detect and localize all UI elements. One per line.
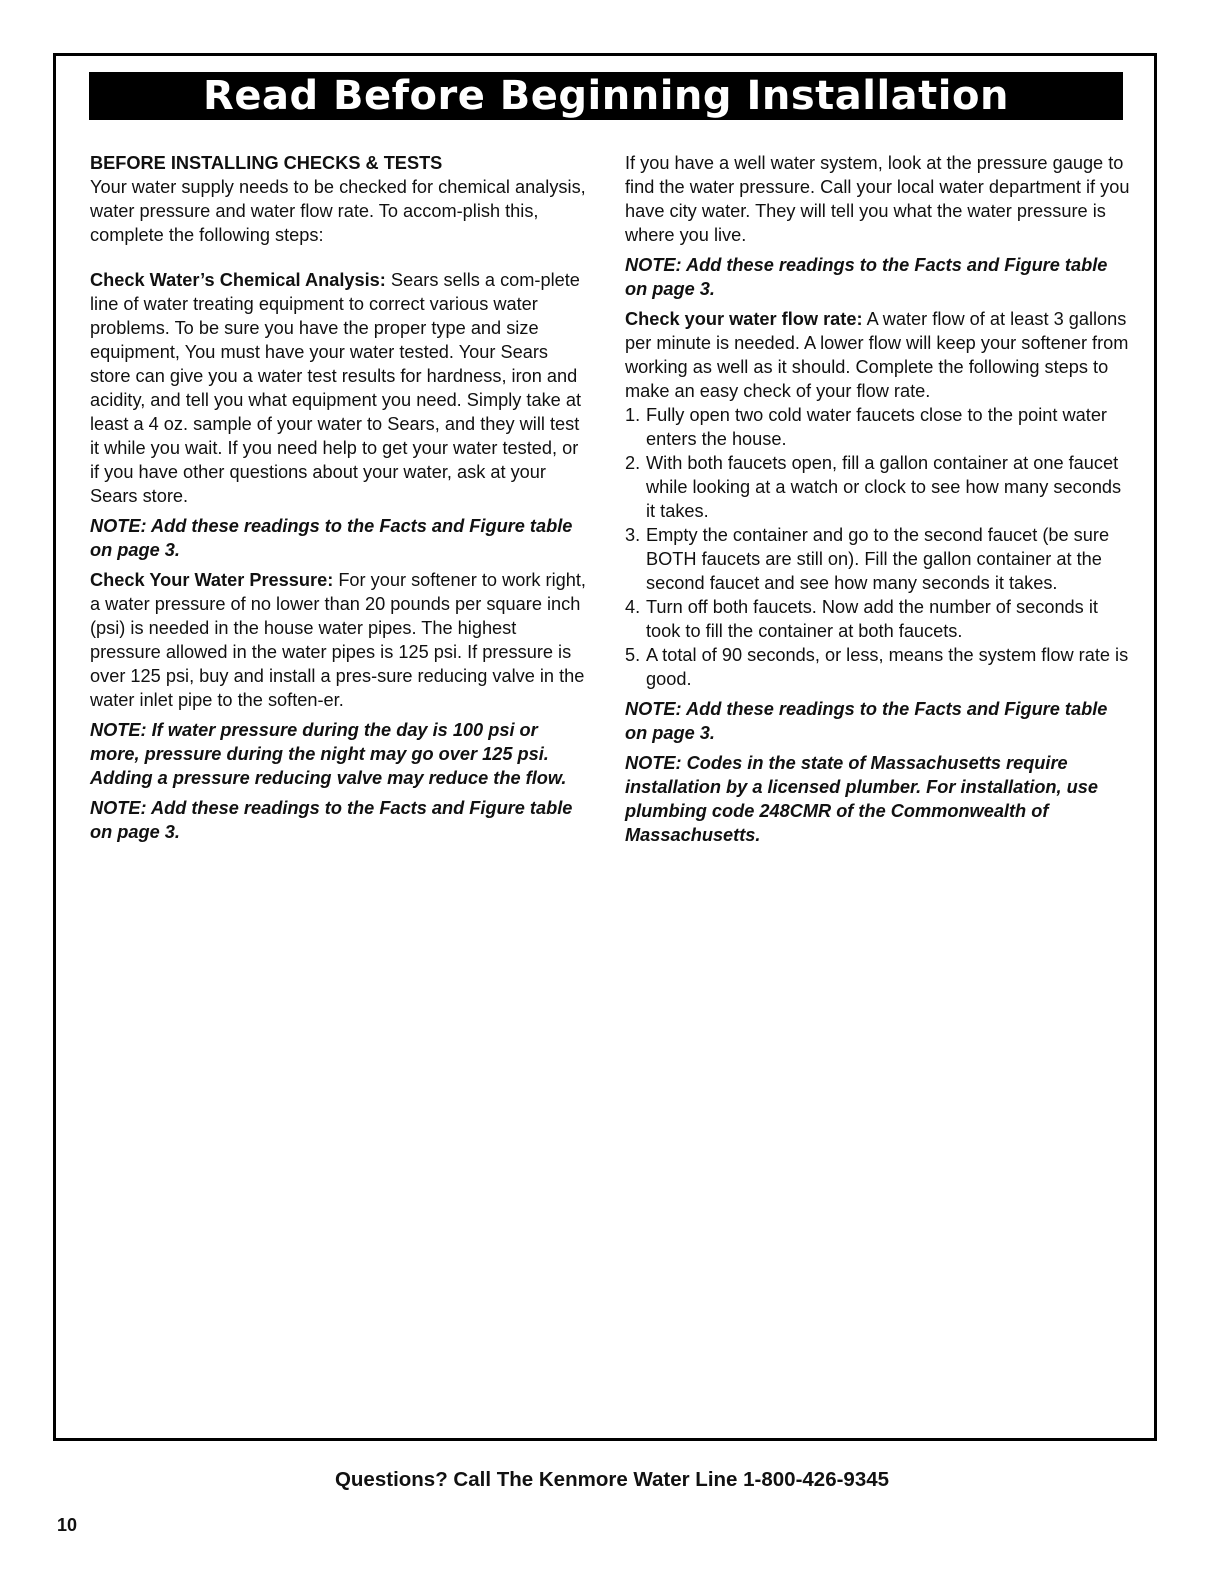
chemical-analysis-label: Check Water’s Chemical Analysis: (90, 270, 386, 290)
well-water-paragraph: If you have a well water system, look at the pressure gauge to find the water pressure. Call your local water department if you have city water. They will tell you what the water pressure is where you live. (625, 153, 1130, 245)
step-text: With both faucets open, fill a gallon container at one faucet while looking at a watch or clock to see how many seconds it takes. (646, 453, 1122, 521)
section-title-banner: Read Before Beginning Installation (89, 72, 1123, 120)
flow-rate-paragraph (625, 307, 1130, 403)
note-pressure-warning: NOTE: If water pressure during the day is 100 psi or more, pressure during the night may go over 125 psi. Adding a pressure reducing valve may reduce the flow. (90, 720, 567, 788)
step-number: 3. (625, 525, 641, 545)
flow-rate-steps-list (625, 403, 1130, 691)
section-heading: BEFORE INSTALLING CHECKS & TESTS (90, 153, 443, 173)
note-facts-table-2: NOTE: Add these readings to the Facts and Figure table on page 3. (90, 798, 573, 842)
note-facts-table-3: NOTE: Add these readings to the Facts and Figure table on page 3. (625, 255, 1108, 299)
list-item (625, 523, 1130, 595)
page-number: 10 (57, 1515, 78, 1535)
flow-rate-text: A water flow of at least 3 gallons per minute is needed. A lower flow will keep your softener from working as well as it should. Complete the following steps to make an easy check of your flow rate. (625, 309, 1129, 401)
water-pressure-paragraph (90, 568, 590, 712)
step-number: 5. (625, 645, 641, 665)
footer-helpline: Questions? Call The Kenmore Water Line 1-800-426-9345 (334, 1468, 890, 1491)
list-item (625, 451, 1130, 523)
note-facts-table-4: NOTE: Add these readings to the Facts and Figure table on page 3. (625, 699, 1108, 743)
step-number: 2. (625, 453, 641, 473)
list-item (625, 643, 1130, 691)
list-item (625, 403, 1130, 451)
chemical-analysis-text: Sears sells a com-plete line of water treating equipment to correct various water problems. To be sure you have the proper type and size equipment, You must have your water tested. Your Sears store can give you a water test results for hardness, iron and acidity, and tell you what equipment you need. Simply take at least a 4 oz. sample of your water to Sears, and they will test it while you wait. If you need help to get your water tested, or if you have other questions about your water, ask at your Sears store. (90, 270, 582, 506)
intro-paragraph: Your water supply needs to be checked for chemical analysis, water pressure and water flow rate. To accom-plish this, complete the following steps: (90, 177, 586, 245)
note-massachusetts-code: NOTE: Codes in the state of Massachusetts require installation by a licensed plumber. For installation, use plumbing code 248CMR of the Commonwealth of Massachusetts. (625, 753, 1098, 845)
step-text: Turn off both faucets. Now add the number of seconds it took to fill the container at both faucets. (646, 597, 1098, 641)
note-facts-table-1: NOTE: Add these readings to the Facts and Figure table on page 3. (90, 516, 573, 560)
step-text: Fully open two cold water faucets close to the point water enters the house. (646, 405, 1107, 449)
step-text: A total of 90 seconds, or less, means the system flow rate is good. (646, 645, 1129, 689)
left-column (90, 151, 590, 844)
water-pressure-text: For your softener to work right, a water pressure of no lower than 20 pounds per square inch (psi) is needed in the house water pipes. The highest pressure allowed in the water pipes is 125 psi. If pressure is over 125 psi, buy and install a pres-sure reducing valve in the water inlet pipe to the soften-er. (90, 570, 586, 710)
flow-rate-label: Check your water flow rate: (625, 309, 863, 329)
step-number: 1. (625, 405, 641, 425)
right-column (625, 151, 1130, 847)
water-pressure-label: Check Your Water Pressure: (90, 570, 334, 590)
step-number: 4. (625, 597, 641, 617)
list-item (625, 595, 1130, 643)
chemical-analysis-paragraph (90, 268, 590, 508)
step-text: Empty the container and go to the second faucet (be sure BOTH faucets are still on). Fill the gallon container at the second faucet and see how many seconds it takes. (646, 525, 1110, 593)
